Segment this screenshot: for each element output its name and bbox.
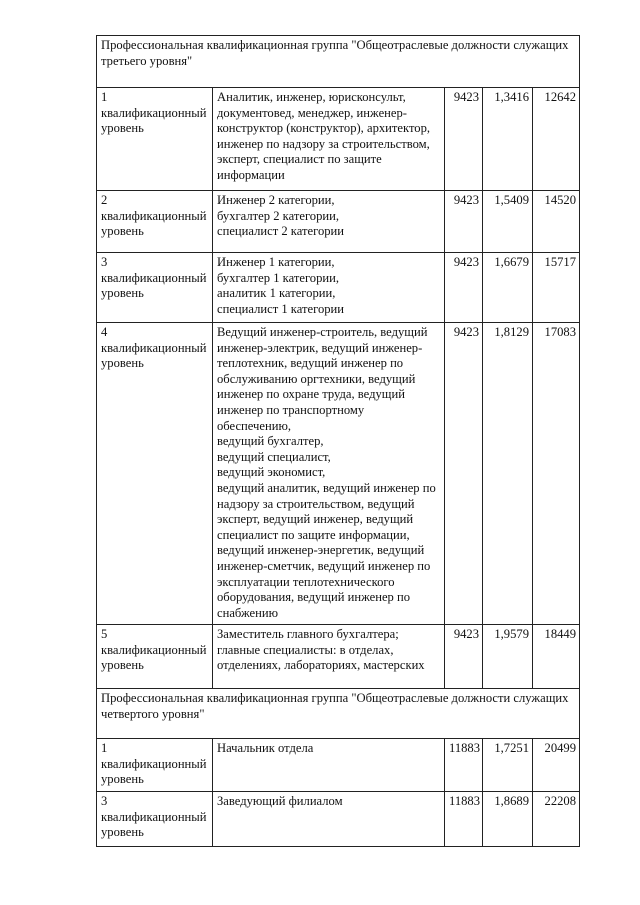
text-line: ведущий аналитик, ведущий инженер по [217, 480, 436, 495]
text-line: конструктор (конструктор), архитектор, [217, 121, 431, 136]
text-line: эксперт, ведущий инженер, ведущий [217, 512, 414, 527]
text-line: Заведующий филиалом [217, 794, 343, 809]
qualification-level-cell [97, 323, 213, 625]
table-row [97, 191, 580, 253]
text-line: 4 [101, 325, 108, 339]
group-header-row [97, 36, 580, 88]
text-line: специалист 1 категории [217, 301, 345, 316]
table-row [97, 739, 580, 792]
table-row [97, 253, 580, 323]
table-row [97, 792, 580, 847]
text-line: теплотехник, ведущий инженер по [217, 356, 404, 371]
text-line: уровень [101, 772, 144, 787]
table-row [97, 323, 580, 625]
coefficient-cell: 1,3416 [483, 88, 533, 191]
text-line: обслуживанию оргтехники, ведущий [217, 371, 416, 386]
positions-cell [213, 792, 445, 847]
base-salary-cell: 9423 [445, 323, 483, 625]
salary-cell: 14520 [533, 191, 580, 253]
text-line: оборудования, ведущий инженер по [217, 590, 411, 605]
text-line: ведущий экономист, [217, 465, 326, 480]
group-title: Профессиональная квалификационная группа "Общеотраслевые должности служащих четвертого уровня" [97, 689, 580, 739]
text-line: уровень [101, 224, 144, 239]
salary-cell: 18449 [533, 625, 580, 689]
table-row [97, 625, 580, 689]
text-line: Ведущий инженер-строитель, ведущий [217, 325, 428, 339]
text-line: квалификационный [101, 756, 207, 771]
text-line: бухгалтер 2 категории, [217, 208, 340, 223]
text-line: Аналитик, инженер, юрисконсульт, [217, 90, 406, 104]
group-title: Профессиональная квалификационная группа "Общеотраслевые должности служащих третьего уровня" [97, 36, 580, 88]
positions-cell [213, 88, 445, 191]
text-line: 1 [101, 741, 108, 756]
text-line: документовед, менеджер, инженер- [217, 105, 407, 120]
base-salary-cell: 11883 [445, 792, 483, 847]
text-line: уровень [101, 356, 144, 371]
coefficient-cell: 1,9579 [483, 625, 533, 689]
text-line: уровень [101, 658, 144, 673]
text-line: бухгалтер 1 категории, [217, 270, 340, 285]
text-line: информации [217, 167, 285, 182]
text-line: Инженер 2 категории, [217, 193, 335, 207]
coefficient-cell: 1,5409 [483, 191, 533, 253]
base-salary-cell: 9423 [445, 253, 483, 323]
positions-cell [213, 191, 445, 253]
text-line: надзору за строительством, ведущий [217, 496, 415, 511]
text-line: специалист 2 категории [217, 224, 345, 239]
text-line: эксперт, специалист по защите [217, 152, 382, 167]
salary-cell: 15717 [533, 253, 580, 323]
text-line: уровень [101, 825, 144, 840]
text-line: 3 [101, 794, 108, 809]
text-line: инженер по охране труда, ведущий [217, 387, 405, 402]
base-salary-cell: 9423 [445, 191, 483, 253]
text-line: ведущий бухгалтер, [217, 434, 324, 449]
text-line: квалификационный [101, 340, 207, 355]
text-line: аналитик 1 категории, [217, 286, 336, 301]
salary-table [96, 35, 580, 847]
coefficient-cell: 1,8129 [483, 323, 533, 625]
text-line: квалификационный [101, 809, 207, 824]
text-line: эксплуатации теплотехнического [217, 574, 395, 589]
group-header-row [97, 689, 580, 739]
text-line: инженер-электрик, ведущий инженер- [217, 340, 423, 355]
coefficient-cell: 1,6679 [483, 253, 533, 323]
text-line: Начальник отдела [217, 741, 314, 756]
text-line: инженер по транспортному обеспечению, [217, 402, 365, 433]
salary-cell: 17083 [533, 323, 580, 625]
text-line: квалификационный [101, 208, 207, 223]
positions-cell [213, 323, 445, 625]
text-line: уровень [101, 286, 144, 301]
positions-cell [213, 625, 445, 689]
salary-cell: 22208 [533, 792, 580, 847]
text-line: инженер по надзору за строительством, [217, 136, 430, 151]
positions-cell [213, 739, 445, 792]
text-line: Заместитель главного бухгалтера; [217, 627, 399, 642]
text-line: специалист по защите информации, [217, 527, 410, 542]
text-line: Инженер 1 категории, [217, 255, 335, 269]
text-line: квалификационный [101, 270, 207, 285]
base-salary-cell: 9423 [445, 88, 483, 191]
text-line: ведущий инженер-энергетик, ведущий [217, 543, 425, 558]
text-line: главные специалисты: в отделах, [217, 642, 394, 657]
qualification-level-cell [97, 792, 213, 847]
text-line: 2 [101, 193, 108, 207]
qualification-level-cell [97, 191, 213, 253]
base-salary-cell: 9423 [445, 625, 483, 689]
coefficient-cell: 1,8689 [483, 792, 533, 847]
salary-cell: 20499 [533, 739, 580, 792]
text-line: квалификационный [101, 642, 207, 657]
text-line: ведущий специалист, [217, 449, 331, 464]
qualification-level-cell [97, 625, 213, 689]
salary-cell: 12642 [533, 88, 580, 191]
text-line: отделениях, лабораториях, мастерских [217, 658, 425, 673]
base-salary-cell: 11883 [445, 739, 483, 792]
text-line: квалификационный [101, 105, 207, 120]
text-line: снабжению [217, 605, 279, 620]
text-line: уровень [101, 121, 144, 136]
qualification-level-cell [97, 739, 213, 792]
positions-cell [213, 253, 445, 323]
qualification-level-cell [97, 88, 213, 191]
text-line: 5 [101, 627, 108, 642]
text-line: 3 [101, 255, 108, 269]
text-line: 1 [101, 90, 108, 104]
text-line: инженер-сметчик, ведущий инженер по [217, 558, 431, 573]
table-row [97, 88, 580, 191]
coefficient-cell: 1,7251 [483, 739, 533, 792]
qualification-level-cell [97, 253, 213, 323]
